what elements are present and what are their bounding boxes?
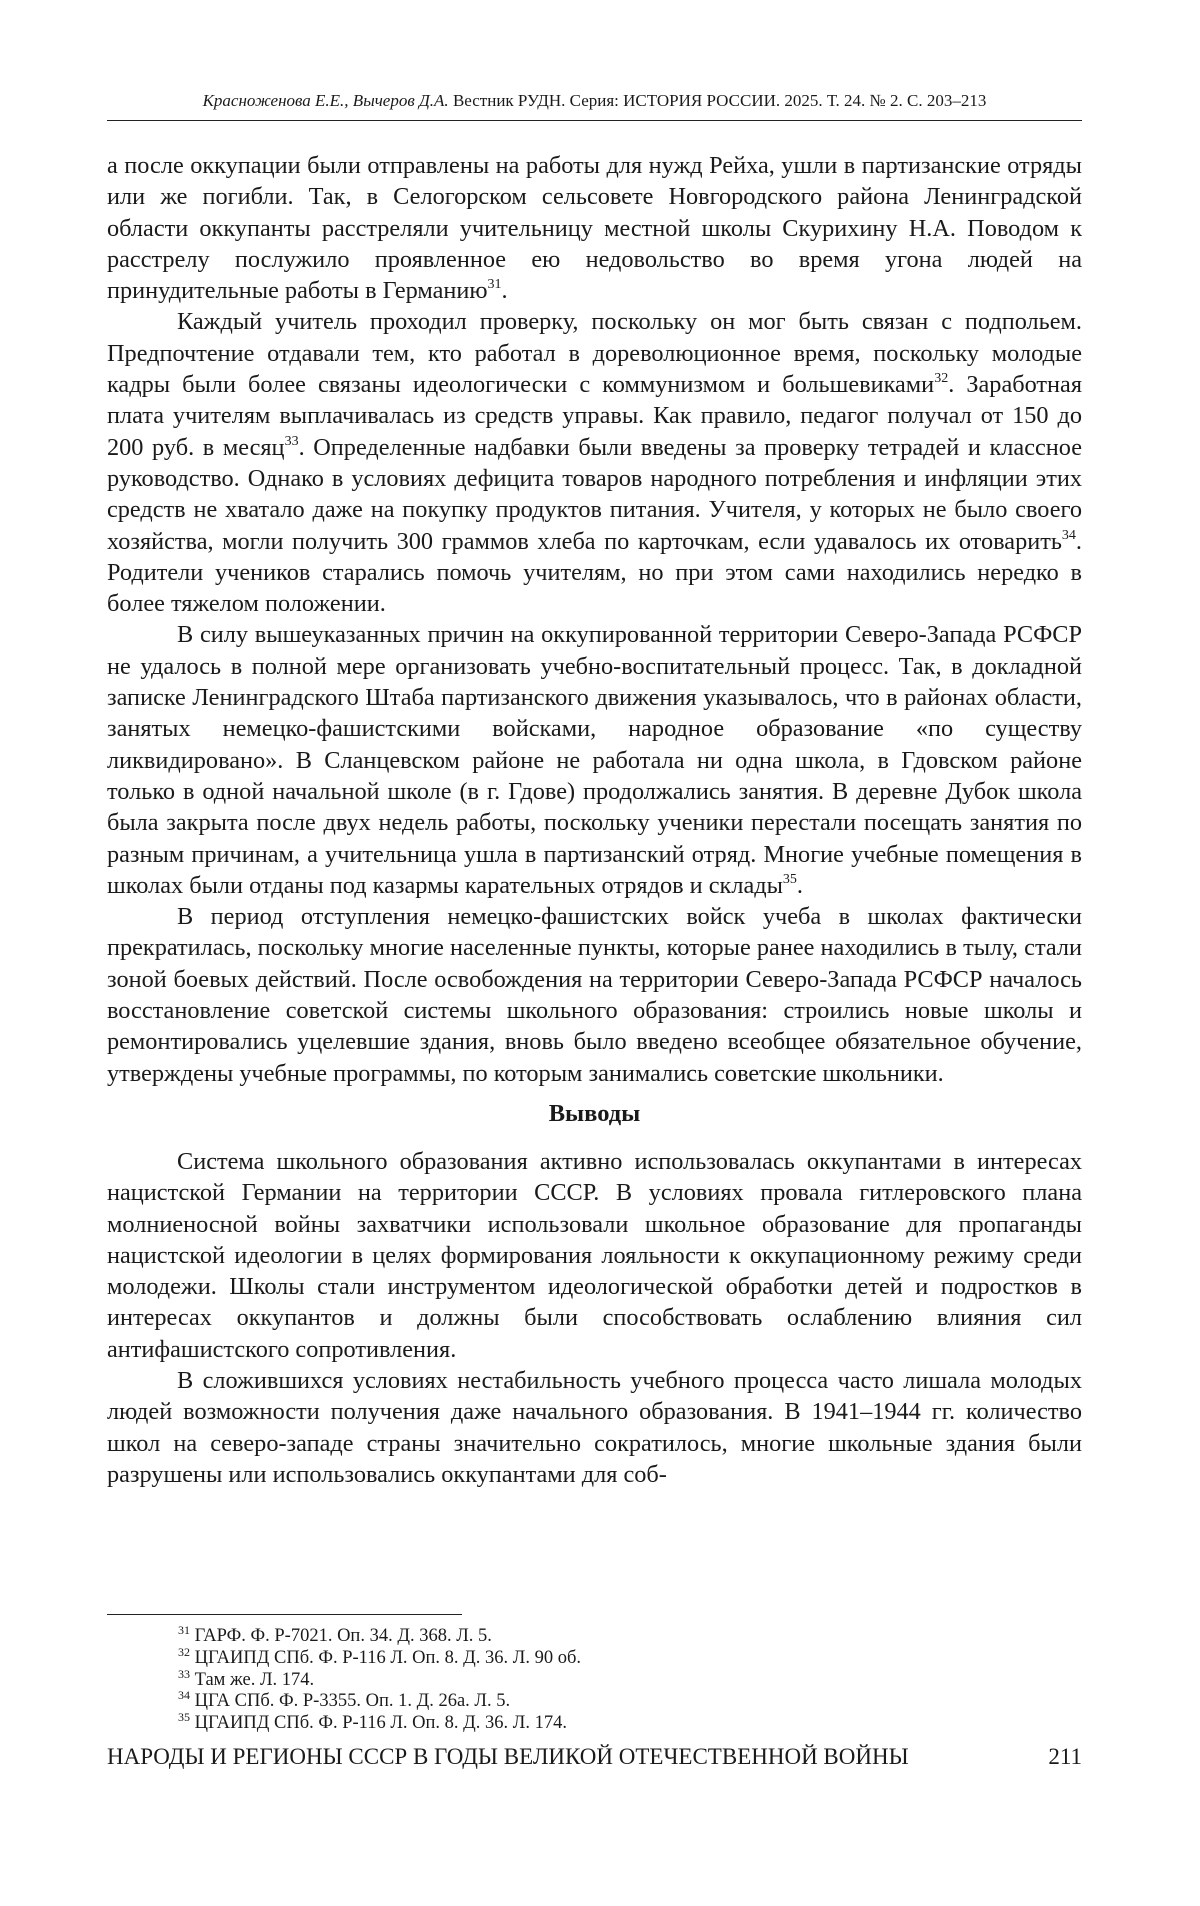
conclusion-paragraph: В сложившихся условиях нестабильность учебного процесса часто лишала молодых людей возможности получения даже начального образования. В 1941–1944 гг. количество школ на северо-западе страны значительно сократилось, многие школьные здания были разрушены или использовались оккупантами для соб-: [107, 1366, 1082, 1488]
paragraph-text: Каждый учитель проходил проверку, поскольку он мог быть связан с подпольем. Предпочтение отдавали тем, кто работал в дореволюционное время, поскольку молодые кадры были более связаны идеологически с коммунизмом и большевиками: [107, 308, 1082, 399]
footnote-text: ЦГАИПД СПб. Ф. Р-116 Л. Оп. 8. Д. 36. Л. 174.: [194, 1713, 567, 1734]
section-heading: Выводы: [548, 1099, 641, 1127]
footnote-ref: 32: [934, 371, 949, 387]
footnote-ref: 33: [284, 433, 299, 449]
paragraph-text: .: [796, 871, 803, 899]
article-body: [107, 150, 1082, 1490]
footnote: [178, 1688, 1078, 1713]
conclusion-paragraph: Система школьного образования активно использовалась оккупантами в интересах нацистской Германии на территории СССР. В условиях провала гитлеровского плана молниеносной войны захватчики использовали школьное образование для пропаганды нацистской идеологии в целях формирования лояльности к оккупационному режиму среди молодежи. Школы стали инструментом идеологической обработки детей и подростков в интересах оккупантов и должны были способствовать ослаблению влияния сил антифашистского сопротивления.: [107, 1147, 1082, 1363]
page-number: 211: [1048, 1744, 1082, 1769]
paragraph-text: . Заработная плата учителям выплачивалась из средств управы. Как правило, педагог получал от 150 до 200 руб. в месяц: [107, 371, 1082, 461]
header-journal: Вестник РУДН. Серия: ИСТОРИЯ РОССИИ. 2025. Т. 24. № 2. С. 203–213: [452, 91, 987, 110]
footnote-number: 35: [178, 1710, 190, 1725]
body-paragraph: [107, 901, 1082, 1089]
footnote: [178, 1644, 1078, 1670]
paragraph-text: .: [501, 277, 508, 305]
body-paragraph: [107, 619, 1082, 901]
footnote-text: ЦГАИПД СПб. Ф. Р-116 Л. Оп. 8. Д. 36. Л. 90 об.: [194, 1647, 581, 1668]
footnote-text: ГАРФ. Ф. Р-7021. Оп. 34. Д. 368. Л. 5.: [194, 1626, 492, 1646]
footnote-number: 32: [178, 1644, 190, 1659]
footnote-ref: 35: [782, 871, 797, 887]
footnote-ref: 31: [487, 277, 502, 293]
footnote-text: Там же. Л. 174.: [194, 1669, 315, 1690]
footnote-rule: [107, 1614, 462, 1615]
header-authors: Красноженова Е.Е., Вычеров Д.А.: [202, 91, 449, 110]
header-rule: [107, 120, 1082, 121]
body-paragraph: [107, 150, 1082, 306]
footnote: [178, 1623, 1078, 1648]
paragraph-text: В силу вышеуказанных причин на оккупированной территории Северо-Запада РСФСР не удалось в полной мере организовать учебно-воспитательный процесс. Так, в докладной записке Ленинградского Штаба партизанского движения указывалось, что в районах области, занятых немецко-фашистскими войсками, народное образование «по существу ликвидировано». В Сланцевском районе не работала ни одна школа, в Гдовском районе только в одной начальной школе (в г. Гдове) продолжались занятия. В деревне Дубок школа была закрыта после двух недель работы, поскольку ученики перестали посещать занятия по разным причинам, а учительница ушла в партизанский отряд. Многие учебные помещения в школах были отданы под казармы карательных отрядов и склады: [107, 621, 1082, 899]
footnote-ref: 34: [1061, 527, 1076, 543]
paragraph-text: . Родители учеников старались помочь учителям, но при этом сами находились нередко в более тяжелом положении.: [107, 527, 1082, 618]
paragraph-text: . Определенные надбавки были введены за проверку тетрадей и классное руководство. Однако в условиях дефицита товаров народного потребления и инфляции этих средств не хватало даже на покупку продуктов питания. Учителя, у которых не было своего хозяйства, могли получить 300 граммов хлеба по карточкам, если удавалось их отоварить: [107, 433, 1082, 555]
footnote: [178, 1710, 1078, 1735]
paragraph-text: В период отступления немецко-фашистских войск учеба в школах фактически прекратилась, поскольку многие населенные пункты, которые ранее находились в тылу, стали зоной боевых действий. После освобождения на территории Северо-Запада РСФСР началось восстановление советской системы школьного образования: строились новые школы и ремонтировались уцелевшие здания, вновь было введено всеобщее обязательное обучение, утверждены учебные программы, по которым занимались советские школьники.: [107, 903, 1082, 1087]
footnote-number: 33: [178, 1666, 190, 1681]
footnote-number: 34: [178, 1688, 190, 1703]
footnotes: [178, 1623, 1078, 1735]
footnote: [178, 1666, 1078, 1692]
footnote-number: 31: [178, 1623, 190, 1637]
paragraph-text: а после оккупации были отправлены на работы для нужд Рейха, ушли в партизанские отряды или же погибли. Так, в Селогорском сельсовете Новгородского района Ленинградской области оккупанты расстреляли учительницу местной школы Скурихину Н.А. Поводом к расстрелу послужило проявленное ею недовольство во время угона людей на принудительные работы в Германию: [107, 152, 1082, 305]
running-footer-title: НАРОДЫ И РЕГИОНЫ СССР В ГОДЫ ВЕЛИКОЙ ОТЕЧЕСТВЕННОЙ ВОЙНЫ: [107, 1744, 909, 1769]
running-header: [107, 90, 1082, 112]
footnote-text: ЦГА СПб. Ф. Р-3355. Оп. 1. Д. 26а. Л. 5.: [194, 1691, 511, 1712]
body-paragraph: [107, 306, 1082, 619]
